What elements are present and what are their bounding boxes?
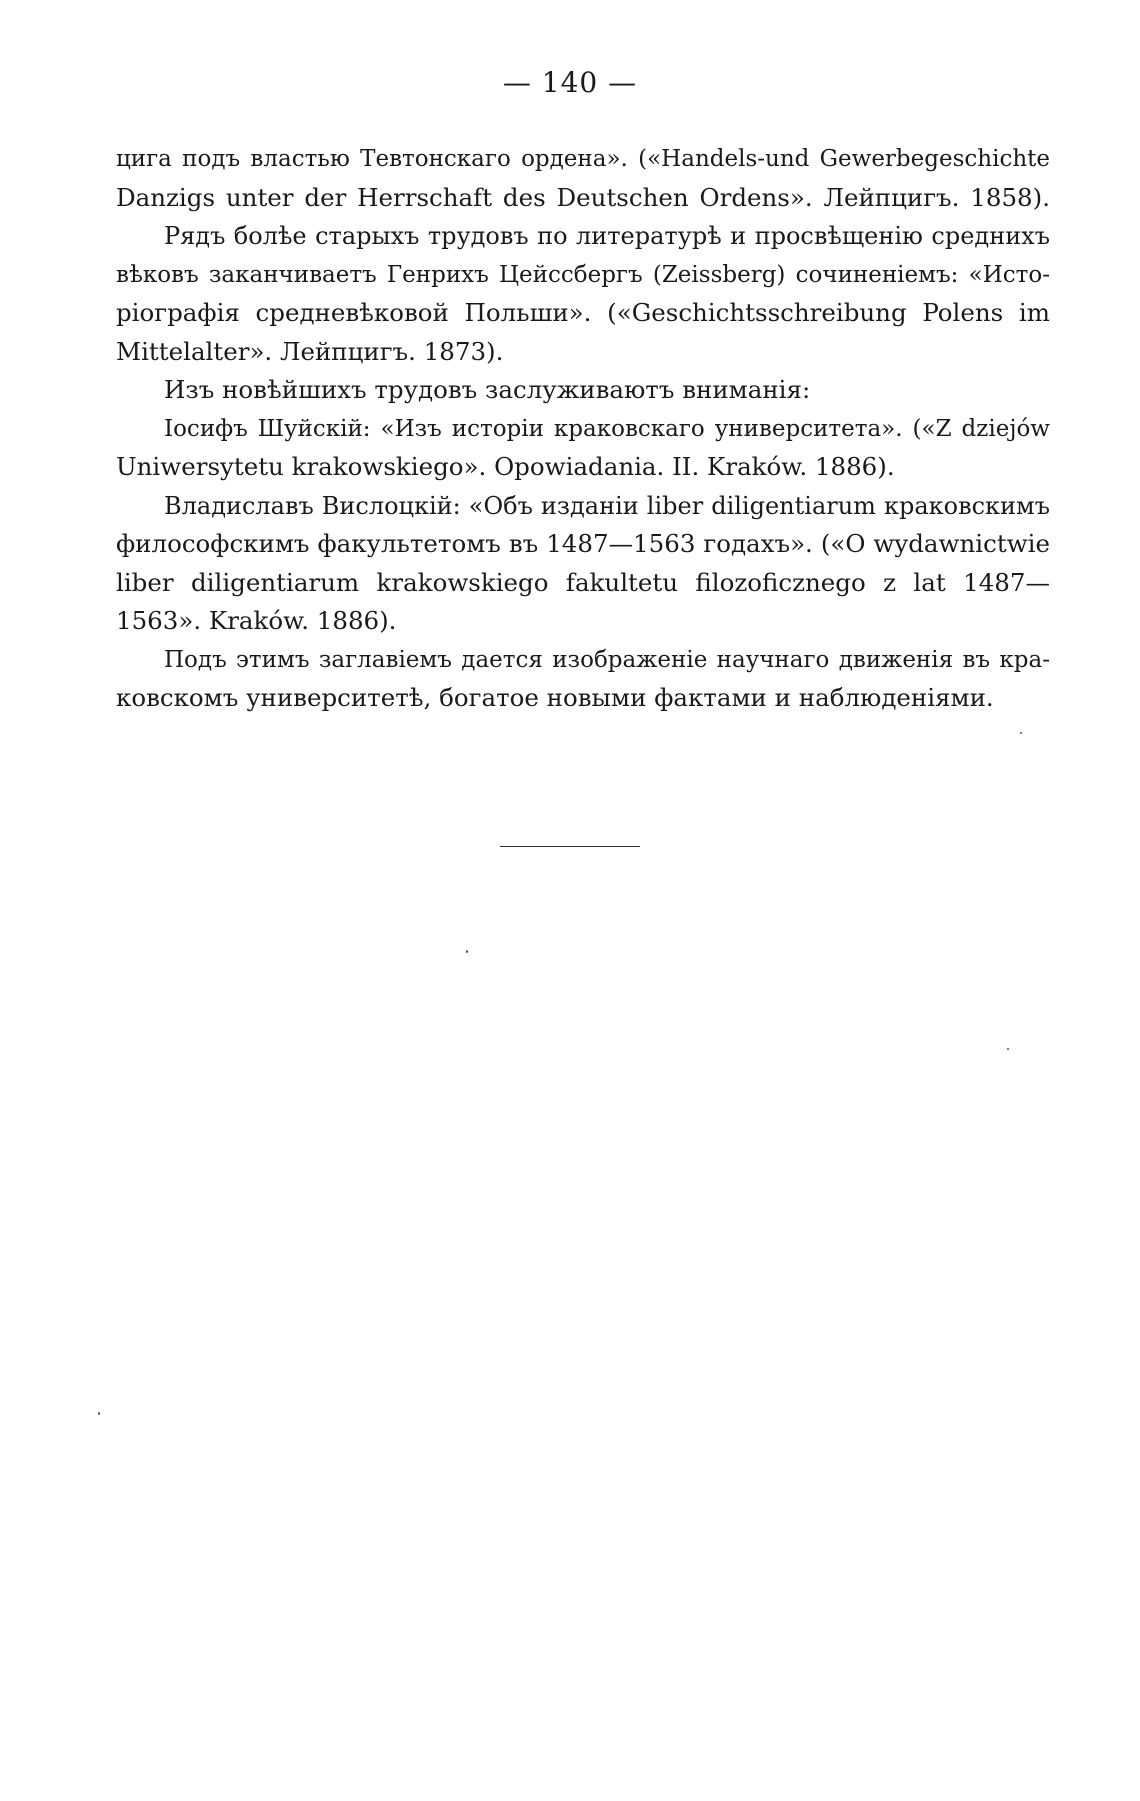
text-line: 1563». Kraków. 1886). (116, 606, 397, 635)
text-line: Рядъ болѣе старыхъ трудовъ по литературѣ и просвѣщенію среднихъ (164, 222, 1050, 250)
text-line: Владиславъ Вислоцкій: «Объ изданіи liber diligentiarum краковскимъ (164, 491, 1050, 520)
text-line: вѣковъ заканчиваетъ Генрихъ Цейссбергъ (Zeissberg) сочиненіемъ: «Исто- (116, 261, 1050, 288)
text-line: Uniwersytetu krakowskiego». Opowiadania. II. Kraków. 1886). (116, 452, 895, 481)
paper-speck (466, 950, 468, 953)
paper-speck (1020, 732, 1022, 734)
text-line: Mittelalter». Лейпцигъ. 1873). (116, 336, 504, 366)
text-line: Подъ этимъ заглавіемъ дается изображеніе научнаго движенія въ кра- (164, 646, 1050, 673)
text-line: цига подъ властью Тевтонскаго ордена». («Handels-und Gewerbegeschichte (116, 146, 1050, 172)
text-line: философскимъ факультетомъ въ 1487—1563 годахъ». («O wydawnictwie (116, 529, 1050, 558)
text-line: ковскомъ университетѣ, богатое новыми фактами и наблюденіями. (116, 683, 994, 712)
text-line: Danzigs unter der Herrschaft des Deutschen Ordens». Лейпцигъ. 1858). (116, 182, 1050, 212)
body-text (116, 140, 1050, 718)
paper-speck (98, 1412, 100, 1415)
text-line: Изъ новѣйшихъ трудовъ заслуживаютъ вниманія: (164, 375, 811, 404)
end-rule (500, 846, 640, 847)
text-line: Іосифъ Шуйскій: «Изъ исторіи краковскаго университета». («Z dziejów (164, 415, 1050, 442)
text-line: ріографія средневѣковой Польши». («Geschichtsschreibung Polens im (116, 298, 1050, 327)
paper-speck (1007, 1048, 1009, 1050)
page-number: — 140 — (502, 66, 638, 99)
text-line: liber diligentiarum krakowskiego fakultetu filozoficznego z lat 1487— (116, 567, 1050, 597)
